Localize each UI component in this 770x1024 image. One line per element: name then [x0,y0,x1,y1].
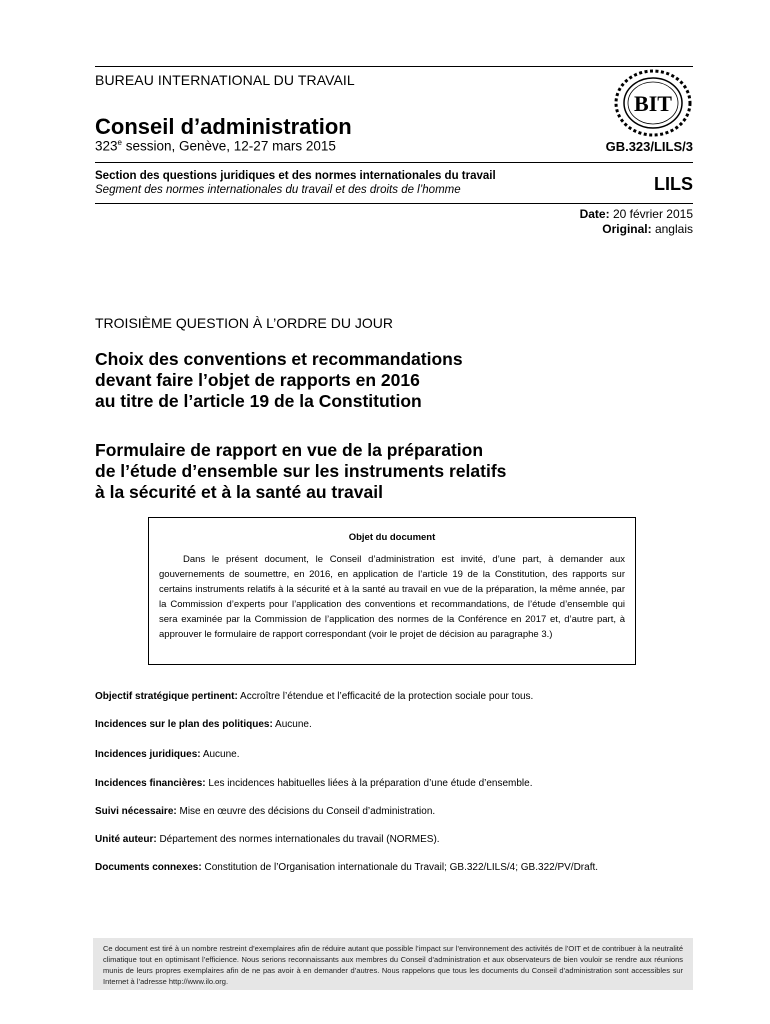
summary-item-value: Département des normes internationales du travail (NORMES). [156,834,440,845]
original-value: anglais [651,222,693,236]
section-rule [95,203,693,204]
header-rule [95,162,693,163]
main-heading-line: Choix des conventions et recommandations [95,349,463,369]
session-line [95,138,336,154]
sub-heading-line: de l’étude d’ensemble sur les instruments relatifs [95,461,507,481]
date-block [580,207,693,237]
document-reference: GB.323/LILS/3 [605,139,693,154]
main-heading-line: au titre de l’article 19 de la Constitution [95,391,422,411]
purpose-box [148,517,636,665]
summary-item [95,719,312,730]
purpose-box-body: Dans le présent document, le Conseil d’administration est invité, d’une part, à demander aux gouvernements de soumettre, en 2016, en application de l’article 19 de la Constitution, des rapports sur certains instruments relatifs à la sécurité et à la santé au travail en vue de la préparation, la même année, par la Commission d’experts pour l’application des conventions et recommandations, de l’étude d’ensemble qui sera examinée par la Commission de l’application des normes de la Conférence en 2017 et, d’autre part, à approuver le formulaire de rapport correspondant (voir le projet de décision au paragraphe 3.) [159,554,625,640]
organization-name: BUREAU INTERNATIONAL DU TRAVAIL [95,72,355,88]
summary-item-value: Aucune. [272,719,312,730]
summary-item [95,834,440,845]
purpose-box-title: Objet du document [348,532,436,543]
summary-item-label: Documents connexes: [95,862,202,873]
summary-item-value: Les incidences habituelles liées à la préparation d’une étude d’ensemble. [205,778,533,789]
sub-heading-line: Formulaire de rapport en vue de la préparation [95,440,484,460]
environment-footer-note: Ce document est tiré à un nombre restreint d’exemplaires afin de réduire autant que possible l’impact sur l’environnement des activités de l’OIT et de contribuer à la neutralité climatique tout en optimisant l’efficience. Nous serions reconnaissants aux membres du Conseil d’administration et aux observateurs de bien vouloir se rendre aux réunions munis de leurs propres exemplaires afin de ne pas avoir à en demander d’autres. Nous rappelons que tous les documents du Conseil d’administration sont accessibles sur Internet à l’adresse http://www.ilo.org. [93,938,693,990]
section-code: LILS [654,174,693,194]
summary-item-value: Mise en œuvre des décisions du Conseil d’administration. [176,806,436,817]
sub-heading [95,440,655,503]
date-label: Date: [579,207,610,221]
segment-title: Segment des normes internationales du travail et des droits de l’homme [95,184,461,196]
summary-item-value: Accroître l’étendue et l’efficacité de la protection sociale pour tous. [237,691,534,702]
summary-item-label: Suivi nécessaire: [95,806,177,817]
session-suffix: e [117,138,122,147]
original-label: Original: [602,222,652,236]
summary-item-value: Aucune. [200,749,240,760]
logo-lettering: BIT [634,91,672,116]
summary-item-label: Incidences juridiques: [95,749,201,760]
summary-item-value: Constitution de l’Organisation internationale du Travail; GB.322/LILS/4; GB.322/PV/Draft. [201,862,599,873]
agenda-item: TROISIÈME QUESTION À L’ORDRE DU JOUR [95,315,393,331]
top-rule [95,66,693,67]
main-heading [95,349,655,412]
summary-item [95,862,598,873]
section-title: Section des questions juridiques et des normes internationales du travail [95,170,496,182]
sub-heading-line: à la sécurité et à la santé au travail [95,482,383,502]
original-line [580,222,693,237]
summary-item-label: Incidences financières: [95,778,206,789]
session-number: 323 [95,138,118,154]
summary-item [95,778,533,789]
council-title: Conseil d’administration [95,114,352,139]
session-details: session, Genève, 12-27 mars 2015 [121,138,336,154]
summary-item [95,749,240,760]
date-value: 20 février 2015 [609,207,693,221]
ilo-logo [612,68,694,138]
summary-item-label: Unité auteur: [95,834,157,845]
main-heading-line: devant faire l’objet de rapports en 2016 [95,370,420,390]
summary-item [95,691,533,702]
summary-item-label: Objectif stratégique pertinent: [95,691,238,702]
summary-item-label: Incidences sur le plan des politiques: [95,719,273,730]
summary-item [95,806,435,817]
date-line [580,207,693,222]
